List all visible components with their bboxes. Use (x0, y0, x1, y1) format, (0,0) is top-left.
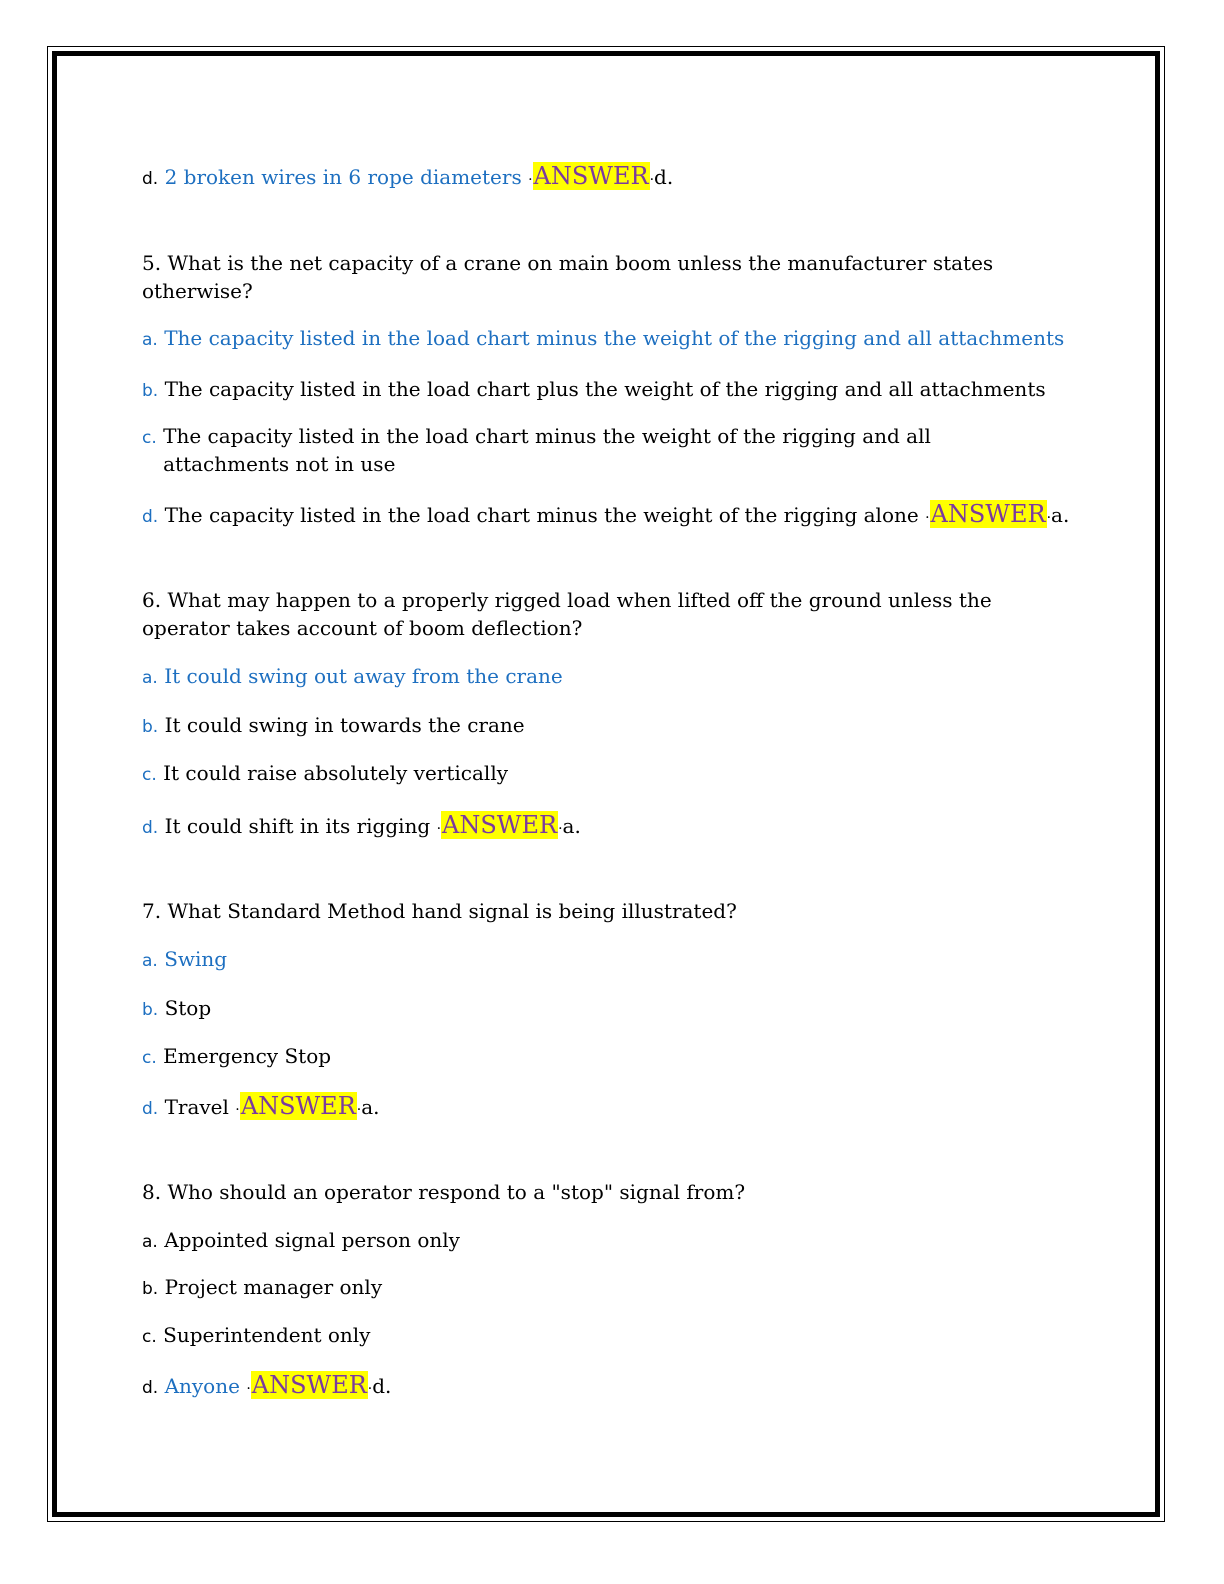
q5-option-c (142, 422, 1053, 478)
separator: · (925, 510, 930, 526)
separator: · (649, 172, 655, 188)
q8-question: 8. Who should an operator respond to a "stop" signal from? (142, 1180, 746, 1204)
option-text: It could swing in towards the crane (164, 713, 525, 737)
option-label: d. (142, 507, 159, 527)
option-label: b. (142, 1000, 159, 1020)
option-label: b. (142, 1279, 159, 1299)
option-label: d. (142, 1099, 159, 1119)
q6-option-d (142, 811, 581, 843)
option-label: c. (142, 1327, 157, 1347)
option-text: It could swing out away from the crane (164, 664, 563, 688)
option-label: b. (142, 717, 159, 737)
answer-highlight: ANSWER (442, 811, 558, 839)
option-text: Project manager only (164, 1275, 383, 1299)
answer-highlight: ANSWER (930, 500, 1046, 528)
q5-option-d (142, 500, 1069, 532)
q8-option-a (142, 1226, 460, 1256)
option-label: a. (142, 330, 158, 350)
q7-option-c (142, 1042, 331, 1072)
option-label: c. (142, 765, 157, 785)
separator: · (246, 1381, 251, 1397)
option-text: Appointed signal person only (164, 1228, 460, 1252)
q6-option-a (142, 662, 563, 692)
q7-option-a (142, 945, 227, 975)
option-text: Stop (164, 996, 212, 1020)
option-label: a. (142, 1232, 158, 1252)
option-text: It could shift in its rigging (164, 814, 431, 838)
option-label: d. (142, 1378, 159, 1398)
separator: · (235, 1102, 240, 1118)
option-text: The capacity listed in the load chart minus the weight of the rigging alone (164, 503, 919, 527)
answer-value: a. (361, 1095, 380, 1119)
option-label: b. (142, 381, 159, 401)
option-text: The capacity listed in the load chart plus the weight of the rigging and all attachments (164, 377, 1046, 401)
answer-highlight: ANSWER (533, 162, 649, 190)
q8-option-c (142, 1321, 370, 1351)
answer-value: d. (372, 1374, 392, 1398)
separator: · (558, 821, 563, 837)
option-label: d. (142, 818, 159, 838)
answer-highlight: ANSWER (251, 1371, 367, 1399)
q7-question: 7. What Standard Method hand signal is being illustrated? (142, 899, 737, 923)
separator: · (356, 1102, 362, 1118)
q4-option-d (142, 162, 673, 194)
separator: · (367, 1381, 373, 1397)
option-text: Swing (164, 947, 228, 971)
q7-option-b (142, 994, 211, 1024)
q8-option-d (142, 1371, 391, 1403)
q7-option-d (142, 1092, 380, 1124)
q5-question: 5. What is the net capacity of a crane on main boom unless the manufacturer states otherwise? (142, 251, 994, 303)
q5-option-b (142, 375, 1046, 405)
option-text: 2 broken wires in 6 rope diameters (164, 165, 522, 189)
q6-option-c (142, 759, 508, 789)
option-text: Travel (164, 1095, 229, 1119)
option-text: Emergency Stop (163, 1044, 332, 1068)
q6-option-b (142, 711, 525, 741)
answer-value: a. (562, 814, 581, 838)
separator: · (1046, 510, 1052, 526)
answer-value: a. (1051, 503, 1070, 527)
q5-option-a (142, 324, 1064, 354)
separator: · (436, 821, 442, 837)
option-text: Superintendent only (163, 1323, 371, 1347)
option-text: The capacity listed in the load chart minus the weight of the rigging and all attachments (164, 326, 1065, 350)
option-label: d. (142, 169, 159, 189)
option-label: a. (142, 668, 158, 688)
q8-option-b (142, 1273, 382, 1303)
option-text: It could raise absolutely vertically (163, 761, 509, 785)
answer-highlight: ANSWER (240, 1092, 356, 1120)
option-text: The capacity listed in the load chart minus the weight of the rigging and all attachments not in use (163, 424, 931, 476)
option-text: Anyone (164, 1374, 240, 1398)
q6-question: 6. What may happen to a properly rigged load when lifted off the ground unless the operator takes account of boom deflection? (142, 588, 992, 640)
option-label: a. (142, 951, 158, 971)
answer-value: d. (654, 165, 674, 189)
option-label: c. (142, 1048, 157, 1068)
separator: · (528, 172, 533, 188)
option-label: c. (142, 428, 157, 448)
